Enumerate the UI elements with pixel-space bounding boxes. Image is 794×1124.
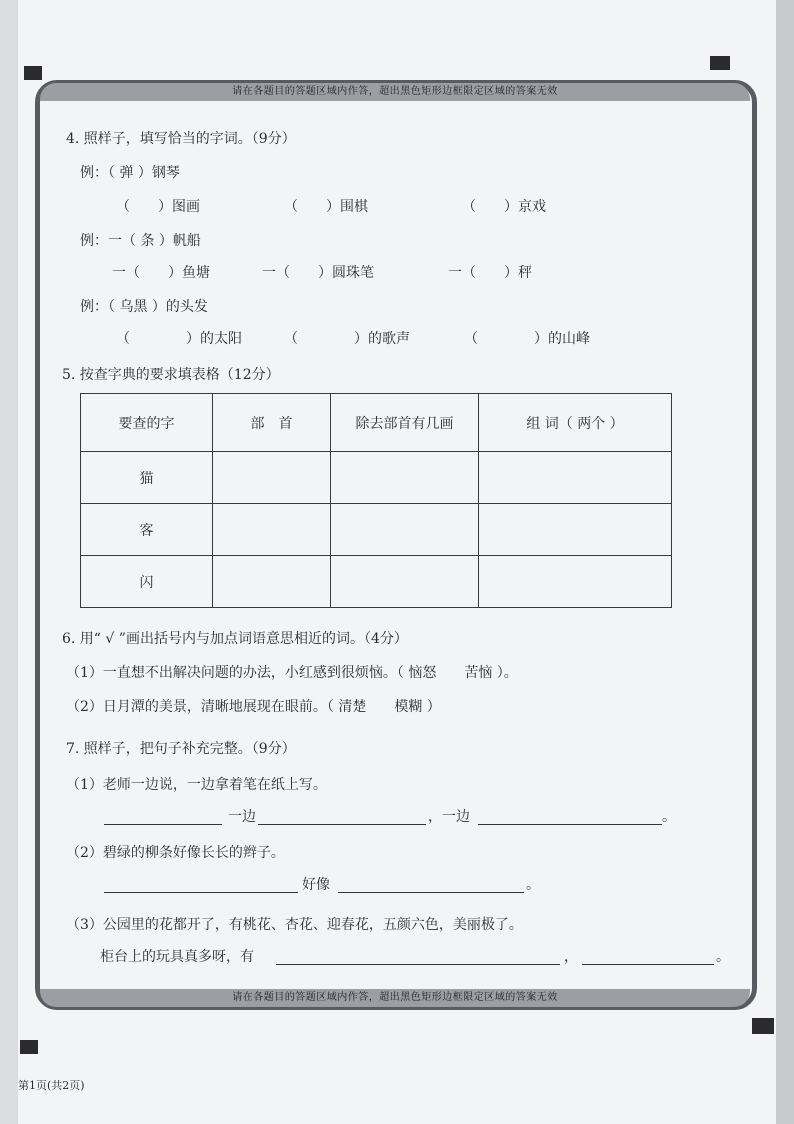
q7-s2-connector: 好像 — [302, 877, 330, 893]
table-cell-character: 猫 — [81, 452, 213, 504]
table-cell-blank[interactable] — [213, 556, 331, 608]
q6-title: 6. 用“ √ ”画出括号内与加点词语意思相近的词。（4分） — [62, 631, 408, 647]
page-number: 第1页(共2页) — [18, 1079, 85, 1092]
dictionary-table — [80, 393, 672, 608]
q5-title: 5. 按查字典的要求填表格（12分） — [62, 367, 280, 383]
table-cell-blank[interactable] — [479, 504, 672, 556]
q4-item: 一（ ）鱼塘 — [112, 265, 210, 281]
q4-item: （ ）图画 — [116, 199, 200, 215]
q7-s3-comma: ， — [564, 949, 578, 965]
q4-item: （ ）围棋 — [284, 199, 368, 215]
registration-mark — [752, 1018, 774, 1034]
table-header: 要查的字 — [81, 394, 213, 452]
table-cell-blank[interactable] — [331, 452, 479, 504]
table-header: 除去部首有几画 — [331, 394, 479, 452]
q6-sentence-2: （2）日月潭的美景，清晰地展现在眼前。（ 清楚 模糊 ） — [66, 699, 441, 715]
table-cell-blank[interactable] — [479, 556, 672, 608]
table-header: 组 词（ 两个 ） — [479, 394, 672, 452]
answer-area-notice-bottom: 请在各题目的答题区域内作答，超出黑色矩形边框限定区域的答案无效 — [40, 989, 750, 1007]
table-cell-blank[interactable] — [213, 452, 331, 504]
answer-blank[interactable] — [104, 824, 222, 825]
table-cell-blank[interactable] — [331, 556, 479, 608]
q4-item: （ ）京戏 — [462, 199, 546, 215]
table-header: 部 首 — [213, 394, 331, 452]
paper-left-edge — [0, 0, 18, 1124]
registration-mark — [20, 1040, 38, 1054]
q7-s2-end: 。 — [526, 877, 540, 893]
q4-example-2: 例：一（ 条 ）帆船 — [80, 233, 201, 249]
answer-blank[interactable] — [338, 892, 524, 893]
q4-item: （ ）的山峰 — [464, 331, 590, 347]
q6-sentence-1: （1）一直想不出解决问题的办法，小红感到很烦恼。（ 恼怒 苦恼 ）。 — [66, 665, 518, 681]
answer-blank[interactable] — [104, 892, 298, 893]
q7-sentence-1: （1）老师一边说，一边拿着笔在纸上写。 — [66, 777, 327, 793]
q7-sentence-3: （3）公园里的花都开了，有桃花、杏花、迎春花，五颜六色，美丽极了。 — [66, 917, 523, 933]
paper-right-edge — [776, 0, 794, 1124]
q7-title: 7. 照样子，把句子补充完整。（9分） — [66, 741, 296, 757]
answer-blank[interactable] — [582, 964, 714, 965]
registration-mark — [710, 56, 730, 70]
q7-s1-connector: 一边 — [228, 809, 256, 825]
q4-example-1: 例：（ 弹 ）钢琴 — [80, 165, 180, 181]
answer-blank[interactable] — [478, 824, 662, 825]
registration-mark — [24, 66, 42, 80]
q4-example-3: 例：（ 乌黑 ）的头发 — [80, 299, 208, 315]
answer-area-notice-top: 请在各题目的答题区域内作答，超出黑色矩形边框限定区域的答案无效 — [40, 83, 750, 101]
answer-blank[interactable] — [258, 824, 426, 825]
table-cell-blank[interactable] — [331, 504, 479, 556]
q4-item: 一（ ）圆珠笔 — [262, 265, 374, 281]
q4-item: （ ）的太阳 — [116, 331, 242, 347]
q7-s3-end: 。 — [716, 949, 730, 965]
q7-s1-end: 。 — [662, 809, 676, 825]
q7-s3-lead: 柜台上的玩具真多呀，有 — [100, 949, 254, 965]
q4-item: 一（ ）秤 — [448, 265, 532, 281]
table-cell-character: 闪 — [81, 556, 213, 608]
table-cell-blank[interactable] — [213, 504, 331, 556]
q7-sentence-2: （2）碧绿的柳条好像长长的辫子。 — [66, 845, 285, 861]
table-cell-character: 客 — [81, 504, 213, 556]
q4-title: 4. 照样子，填写恰当的字词。（9分） — [66, 131, 296, 147]
q4-item: （ ）的歌声 — [284, 331, 410, 347]
q7-s1-connector: ，一边 — [428, 809, 470, 825]
answer-blank[interactable] — [276, 964, 560, 965]
table-cell-blank[interactable] — [479, 452, 672, 504]
